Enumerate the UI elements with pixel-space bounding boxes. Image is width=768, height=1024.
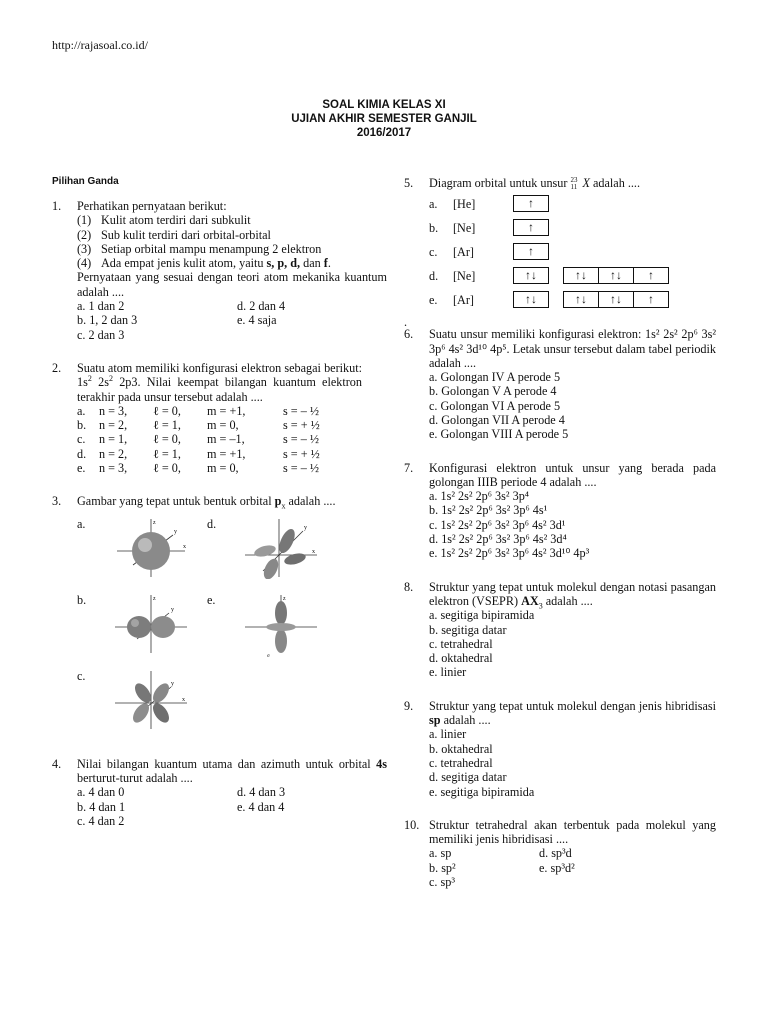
svg-text:z: z: [153, 595, 156, 602]
option[interactable]: b. 1, 2 dan 3: [77, 313, 138, 328]
svg-text:y: y: [304, 524, 307, 531]
options: [77, 299, 387, 342]
option[interactable]: a. 1s² 2s² 2p⁶ 3s² 3p⁴: [429, 489, 530, 504]
question-number: 2.: [52, 360, 62, 375]
question-6: [404, 327, 716, 441]
section-heading: Pilihan Ganda: [52, 176, 119, 187]
orbital-option-a[interactable]: a. x y z: [77, 517, 207, 589]
question-text: Diagram orbital untuk unsur 23 11 X adalah ....: [429, 176, 641, 192]
question-number: 4.: [52, 756, 62, 771]
question-2: [52, 361, 362, 475]
orbital-option-d[interactable]: d. x y: [207, 517, 337, 589]
title-line-1: SOAL KIMIA KELAS XI: [322, 99, 446, 111]
orbital-diagram-option[interactable]: c. [Ar] ↑: [429, 243, 716, 260]
orbital-sphere-icon: [111, 517, 191, 579]
orbital-cloverleaf-tilted-icon: [241, 517, 321, 579]
option[interactable]: d. sp³d: [539, 846, 572, 861]
statement: (2) Sub kulit terdiri dari orbital-orbital: [77, 227, 271, 242]
option[interactable]: d. oktahedral: [429, 651, 493, 666]
option[interactable]: b. 4 dan 1: [77, 799, 126, 814]
question-text: Konfigurasi elektron untuk unsur yang berada pada golongan IIIB periode 4 adalah ....: [429, 460, 716, 489]
orbital-diagram-option[interactable]: d. [Ne] ↑↓ ↑↓ ↑↓ ↑: [429, 267, 716, 284]
question-text: Struktur yang tepat untuk molekul dengan jenis hibridisasi sp adalah ....: [429, 698, 716, 728]
orbital-option-b[interactable]: b. z y: [77, 593, 207, 665]
option[interactable]: b. 1s² 2s² 2p⁶ 3s² 3p⁶ 4s¹: [429, 503, 548, 518]
option[interactable]: a. 4 dan 0: [77, 785, 125, 800]
option[interactable]: e. 4 saja: [237, 313, 277, 328]
statement: (1) Kulit atom terdiri dari subkulit: [77, 213, 251, 228]
left-column: [52, 176, 387, 847]
svg-text:y: y: [171, 606, 174, 613]
question-number: 7.: [404, 460, 414, 475]
question-3: [52, 494, 362, 740]
option[interactable]: d. 1s² 2s² 2p⁶ 3s² 3p⁶ 4s² 3d⁴: [429, 532, 567, 547]
option[interactable]: e. 4 dan 4: [237, 799, 285, 814]
svg-text:x: x: [183, 543, 186, 550]
svg-text:z: z: [283, 595, 286, 602]
svg-text:z: z: [153, 519, 156, 526]
question-text: Suatu unsur memiliki konfigurasi elektron: 1s² 2s² 2p⁶ 3s² 3p⁶ 4s² 3d¹⁰ 4p⁵. Letak unsur tersebut dalam tabel periodik adalah ....: [429, 327, 716, 370]
option[interactable]: c. tetrahedral: [429, 755, 493, 770]
svg-text:σ: σ: [267, 653, 270, 659]
option[interactable]: c. sp³: [429, 875, 455, 889]
option[interactable]: c. Golongan VI A perode 5: [429, 398, 561, 413]
option[interactable]: c. 1s² 2s² 2p⁶ 3s² 3p⁶ 4s² 3d¹: [429, 517, 566, 532]
option: [237, 814, 387, 828]
question-9: [404, 699, 716, 799]
statement: (3) Setiap orbital mampu menampung 2 elektron: [77, 241, 322, 256]
options: [77, 785, 387, 828]
option[interactable]: d. Golongan VII A perode 4: [429, 412, 565, 427]
option[interactable]: b. Golongan V A perode 4: [429, 384, 557, 399]
option[interactable]: b. segitiga datar: [429, 622, 507, 637]
option[interactable]: a. Golongan IV A perode 5: [429, 370, 561, 385]
option[interactable]: d. 4 dan 3: [237, 785, 286, 800]
question-1: [52, 199, 387, 342]
question-7: [404, 461, 716, 561]
option[interactable]: a. segitiga bipiramida: [429, 608, 535, 623]
question-5: [404, 176, 716, 315]
question-number: 9.: [404, 698, 414, 713]
question-text: Struktur yang tepat untuk molekul dengan notasi pasangan elektron (VSEPR) $AX_3$ adalah ....: [429, 579, 716, 611]
question-text: Nilai bilangan kuantum utama dan azimuth untuk orbital 4s berturut-turut adalah ....: [77, 756, 387, 785]
option[interactable]: e. linier: [429, 665, 467, 680]
option[interactable]: e. sp³d²: [539, 860, 575, 875]
exam-title: [0, 98, 768, 140]
question-text: Suatu atom memiliki konfigurasi elektron sebagai berikut: $1s^2$ $2s^2$ 2p3. Nilai keempat bilangan kuantum elektron terakhir pada unsur tersebut adalah ....: [77, 360, 362, 404]
option: [539, 875, 689, 889]
option[interactable]: a. linier: [429, 727, 467, 742]
question-text: Pernyataan yang sesuai dengan teori atom mekanika kuantum adalah ....: [77, 270, 387, 299]
orbital-diagram-option[interactable]: e. [Ar] ↑↓ ↑↓ ↑↓ ↑: [429, 291, 716, 308]
svg-text:y: y: [171, 680, 174, 687]
orbital-option-c[interactable]: c. x y: [77, 669, 207, 741]
option[interactable]: d. segitiga datar: [429, 770, 507, 785]
option[interactable]: a. sp: [429, 846, 452, 861]
option[interactable]: c. 4 dan 2: [77, 813, 125, 828]
option[interactable]: b. sp²: [429, 860, 456, 875]
question-number: 8.: [404, 579, 414, 594]
question-intro: Perhatikan pernyataan berikut:: [77, 199, 227, 213]
statement: (4) Ada empat jenis kulit atom, yaitu s, p, d, dan f.: [77, 256, 331, 271]
option[interactable]: a. 1 dan 2: [77, 299, 125, 314]
stray-dot: .: [404, 315, 408, 330]
question-number: 6.: [404, 327, 414, 342]
source-url[interactable]: http://rajasoal.co.id/: [52, 38, 148, 52]
orbital-diagram-option[interactable]: b. [Ne] ↑: [429, 219, 716, 236]
option[interactable]: e. Golongan VIII A perode 5: [429, 427, 569, 442]
option[interactable]: e. segitiga bipiramida: [429, 784, 535, 799]
option[interactable]: c. 2 dan 3: [77, 327, 125, 342]
question-number: 5.: [404, 176, 414, 190]
title-line-2: UJIAN AKHIR SEMESTER GANJIL: [291, 113, 477, 125]
question-text: Gambar yang tepat untuk bentuk orbital $p_x$ adalah ....: [77, 494, 336, 511]
orbital-px-dumbbell-icon: [111, 593, 191, 655]
question-text: Struktur tetrahedral akan terbentuk pada molekul yang memiliki jenis hibridisasi ....: [429, 817, 716, 847]
option[interactable]: b. oktahedral: [429, 741, 493, 756]
question-number: 3.: [52, 494, 62, 509]
right-column: [404, 176, 716, 908]
orbital-diagram-option[interactable]: a. [He] ↑: [429, 195, 716, 212]
options: [429, 846, 716, 889]
option[interactable]: e. 1s² 2s² 2p⁶ 3s² 3p⁶ 4s² 3d¹⁰ 4p³: [429, 546, 590, 561]
svg-text:y: y: [174, 528, 177, 535]
question-number: 1.: [52, 199, 62, 213]
orbital-figures: [77, 517, 362, 741]
orbital-dz2-icon: [241, 593, 321, 659]
question-8: [404, 580, 716, 680]
question-10: [404, 818, 716, 889]
svg-text:x: x: [312, 548, 315, 555]
title-line-3: 2016/2017: [356, 127, 412, 139]
orbital-option-e[interactable]: e. z σ: [207, 593, 337, 665]
question-4: [52, 756, 387, 828]
question-number: 10.: [404, 817, 420, 832]
orbital-cloverleaf-icon: [111, 669, 191, 731]
option[interactable]: c. tetrahedral: [429, 636, 493, 651]
quantum-options: a. n = 3, ℓ = 0, m = +1, s = – ½ b. n = 2, ℓ = 1, m = 0, s = + ½ c. n = 1, ℓ = 0, m = –1, s = – ½ d. n = 2, ℓ = 1, m = +1, s = + ½ e. n = 3, ℓ = 0, m = 0, s = – ½: [77, 403, 320, 476]
svg-text:x: x: [182, 696, 185, 703]
option: [237, 328, 387, 342]
option[interactable]: d. 2 dan 4: [237, 299, 286, 314]
